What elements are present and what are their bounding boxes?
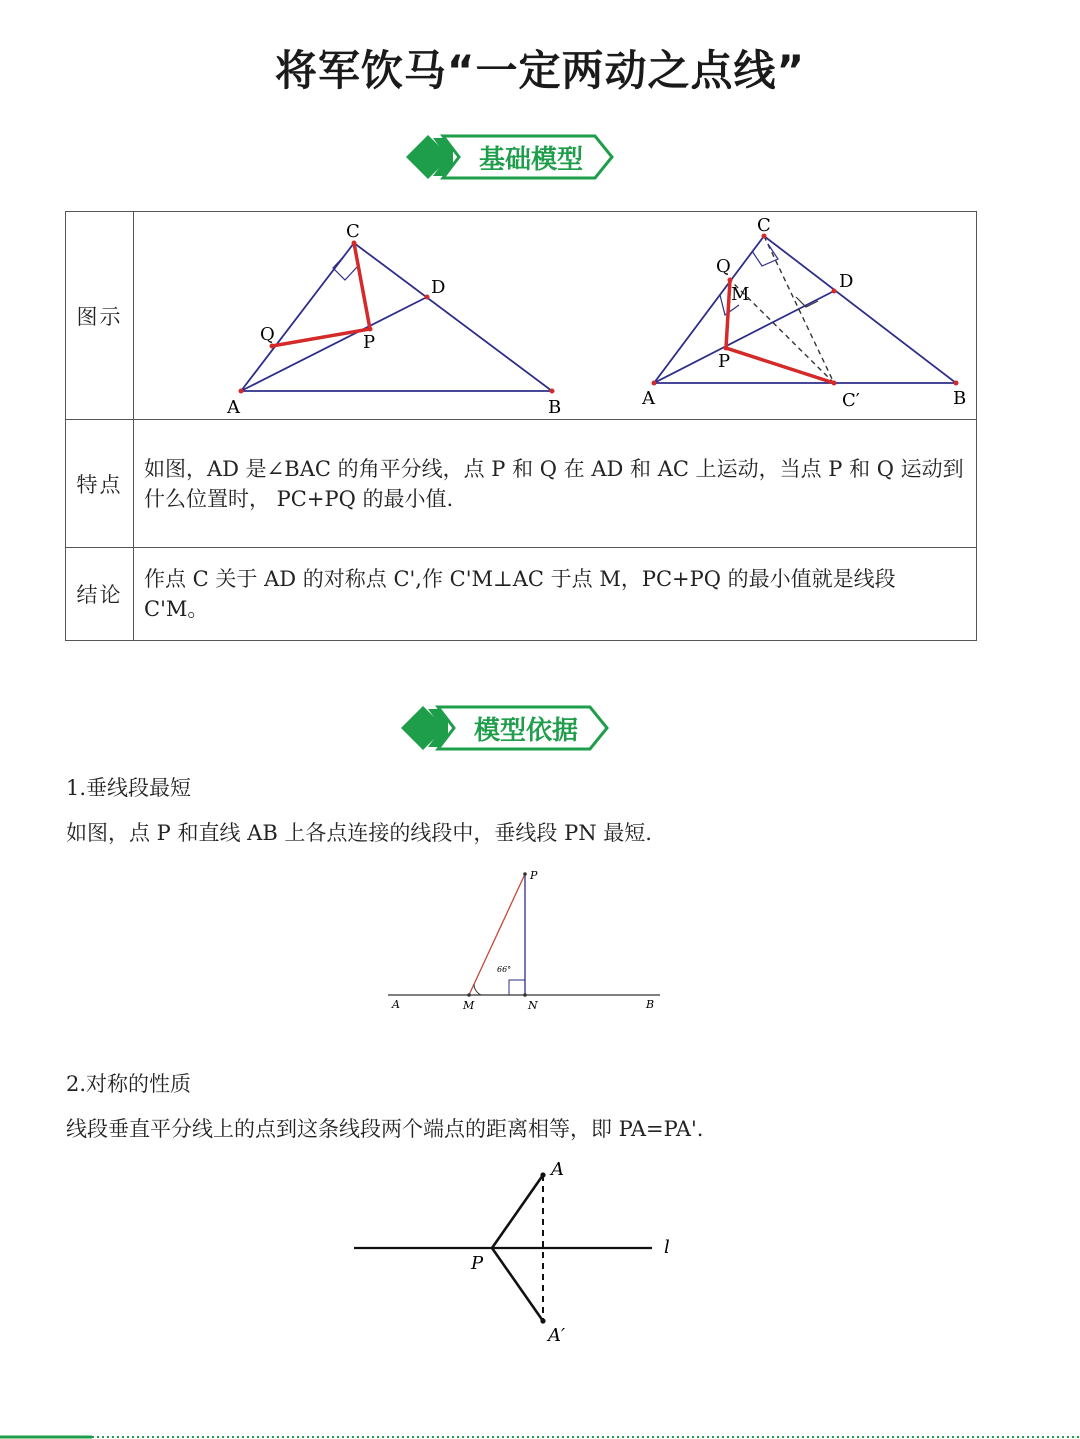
section2-heading: 2.对称的性质 bbox=[66, 1072, 192, 1096]
fig3-angle-label: 66° bbox=[497, 965, 512, 974]
fig1-label-b: B bbox=[548, 396, 562, 418]
fig1-label-p: P bbox=[363, 331, 376, 353]
fig2-label-c-prime: C′ bbox=[842, 389, 860, 411]
perpendicular-figure bbox=[380, 862, 680, 1022]
section2-text: 线段垂直平分线上的点到这条线段两个端点的距离相等，即 PA=PA'. bbox=[66, 1117, 704, 1141]
row-conclusion-text: 作点 C 关于 AD 的对称点 C',作 C'M⊥AC 于点 M，PC+PQ 的最小值就是线段 C'M。 bbox=[134, 548, 977, 641]
model-figures bbox=[134, 213, 976, 419]
fig2-label-p: P bbox=[718, 350, 731, 372]
fig3-label-a: A bbox=[392, 998, 400, 1011]
row-features-text: 如图，AD 是∠BAC 的角平分线，点 P 和 Q 在 AD 和 AC 上运动，当点 P 和 Q 运动到什么位置时， PC+PQ 的最小值. bbox=[134, 420, 977, 548]
section1-heading: 1.垂线段最短 bbox=[66, 776, 192, 800]
figure-triangle-2 bbox=[641, 215, 966, 411]
row-head-conclusion: 结论 bbox=[66, 548, 134, 641]
fig4-label-a-prime: A′ bbox=[548, 1325, 566, 1346]
fig2-label-c: C bbox=[757, 214, 771, 236]
fig1-label-c: C bbox=[346, 220, 360, 242]
fig1-label-d: D bbox=[431, 276, 446, 298]
fig2-label-d: D bbox=[839, 270, 854, 292]
section-banner-model-basis bbox=[398, 703, 610, 753]
footer-divider bbox=[0, 1435, 1080, 1439]
fig3-label-p: P bbox=[530, 869, 538, 882]
row-head-figures: 图示 bbox=[66, 212, 134, 420]
fig1-label-a: A bbox=[227, 396, 240, 418]
fig4-label-l: l bbox=[664, 1237, 670, 1258]
banner-label: 基础模型 bbox=[478, 144, 583, 175]
symmetry-figure bbox=[340, 1155, 700, 1355]
model-table bbox=[65, 211, 977, 641]
fig4-label-p: P bbox=[471, 1253, 484, 1274]
fig2-label-m: M bbox=[731, 283, 750, 305]
figure-triangle-1 bbox=[226, 221, 561, 418]
section1-text: 如图，点 P 和直线 AB 上各点连接的线段中，垂线段 PN 最短. bbox=[66, 821, 652, 845]
banner-label: 模型依据 bbox=[473, 715, 578, 746]
fig2-label-b: B bbox=[953, 387, 967, 409]
fig3-label-n: N bbox=[528, 999, 538, 1012]
fig2-label-q: Q bbox=[716, 255, 731, 277]
page-title: 将军饮马“一定两动之点线” bbox=[274, 46, 806, 95]
fig2-label-a: A bbox=[642, 387, 655, 409]
fig3-label-b: B bbox=[646, 998, 655, 1011]
fig1-label-q: Q bbox=[260, 323, 275, 345]
fig4-label-a: A bbox=[551, 1159, 564, 1180]
fig3-label-m: M bbox=[463, 999, 475, 1012]
section-banner-basic-model bbox=[403, 132, 615, 182]
row-head-features: 特点 bbox=[66, 420, 134, 548]
